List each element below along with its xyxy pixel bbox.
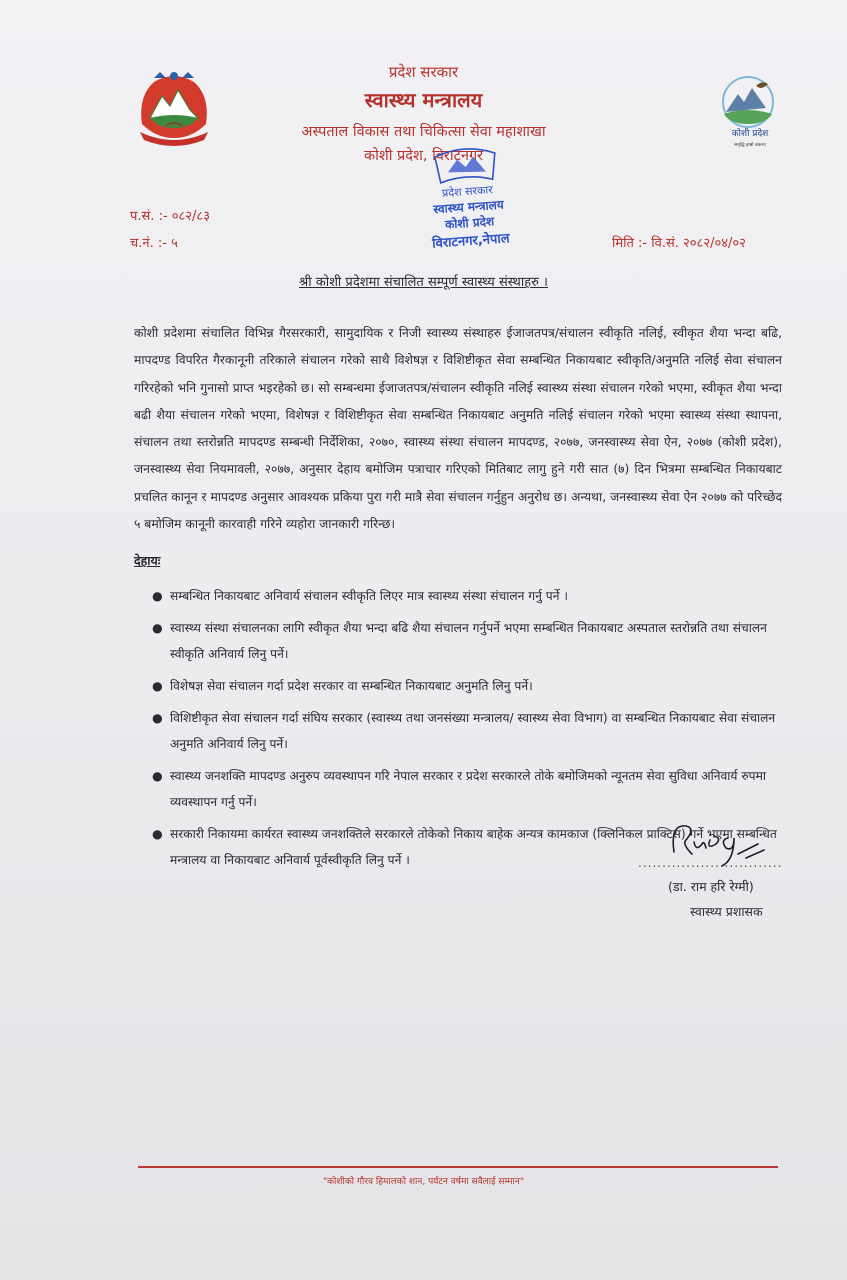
footer-divider bbox=[138, 1166, 778, 1168]
header-pradesh-sarkar: प्रदेश सरकार bbox=[388, 63, 459, 81]
list-item bbox=[150, 705, 784, 757]
list-item-text: विशेषज्ञ सेवा संचालन गर्दा प्रदेश सरकार वा सम्बन्धित निकायबाट अनुमति लिनु पर्ने। bbox=[170, 679, 533, 693]
logo-tagline: समृद्धि हाम्रो संकल्प bbox=[734, 143, 766, 148]
bullet-icon: ● bbox=[152, 769, 163, 783]
list-item bbox=[150, 763, 784, 815]
letter-body: कोशी प्रदेशमा संचालित विभिन्न गैरसरकारी, सामुदायिक र निजी स्वास्थ्य संस्थाहरु ईजाजतपत्र/संचालन स्वीकृति नलिई, स्वीकृत शैया भन्दा बढि, मापदण्ड विपरित गैरकानूनी तरिकाले संचालन गरेको साथै विशेषज्ञ र विशिष्टीकृत सेवा सम्बन्धित निकायबाट स्वीकृति/अनुमति नलिई सेवा संचालन गरिरहेको भनि गुनासो प्राप्त भइरहेको छ। सो सम्बन्धमा ईजाजतपत्र/संचालन स्वीकृति नलिई स्वास्थ्य संस्था संचालन गरेको भएमा, स्वीकृत शैया भन्दा बढी शैया संचालन गरेको भएमा, विशेषज्ञ र विशिष्टीकृत सेवा सम्बन्धित निकायबाट अनुमति नलिई संचालन गरेको भएमा स्वास्थ्य संस्था स्थापना, संचालन तथा स्तरोन्नति मापदण्ड सम्बन्धी निर्देशिका, २०७०, स्वास्थ्य संस्था संचालन मापदण्ड, २०७७, जनस्वास्थ्य सेवा ऐन, २०७७ (कोशी प्रदेश), जनस्वास्थ्य सेवा नियमावली, २०७७, अनुसार देहाय बमोजिम पत्राचार गरिएको मितिबाट लागु हुने गरी सात (७) दिन भित्रमा सम्बन्धित निकायबाट प्रचलित कानून र मापदण्ड अनुसार आवश्यक प्रकिया पुरा गरी मात्रै सेवा संचालन गर्नुहुन अनुरोध छ। अन्यथा, जनस्वास्थ्य सेवा ऐन २०७७ को परिच्छेद ५ बमोजिम कानूनी कारवाही गरिने व्यहोरा जानकारी गरिन्छ। bbox=[134, 326, 782, 532]
reference-cha-na: च.नं. :- ५ bbox=[130, 236, 178, 251]
list-item bbox=[150, 583, 784, 609]
signature-line: .............................. bbox=[638, 856, 783, 870]
stamp-line4: विराटनगर,नेपाल bbox=[431, 231, 511, 252]
dehay-label: देहायः bbox=[134, 553, 161, 568]
reference-pa-sa: प.सं. :- ०८२/८३ bbox=[130, 209, 210, 224]
koshi-pradesh-logo bbox=[712, 72, 788, 150]
bullet-icon: ● bbox=[152, 621, 163, 635]
stamp-line2: स्वास्थ्य मन्त्रालय bbox=[432, 197, 505, 217]
list-item-text: विशिष्टीकृत सेवा संचालन गर्दा संघिय सरकार (स्वास्थ्य तथा जनसंख्या मन्त्रालय/ स्वास्थ्य सेवा विभाग) वा सम्बन्धित निकायबाट सेवा संचालन अनुमति अनिवार्य लिनु पर्ने। bbox=[170, 711, 776, 751]
list-item-text: सरकारी निकायमा कार्यरत स्वास्थ्य जनशक्तिले सरकारले तोकेको निकाय बाहेक अन्यत्र कामकाज (क्लिनिकल प्राक्टिस) गर्ने भएमा सम्बन्धित मन्त्रालय वा निकायबाट अनिवार्य पूर्वस्वीकृति लिनु पर्ने । bbox=[170, 827, 777, 867]
signer-name: (डा. राम हरि रेग्मी) bbox=[668, 879, 754, 894]
letter-date: मिति :- वि.सं. २०८२/०४/०२ bbox=[612, 236, 746, 251]
signer-title: स्वास्थ्य प्रशासक bbox=[690, 904, 763, 919]
ministry-stamp bbox=[398, 145, 538, 255]
logo-koshi-text: कोशी प्रदेश bbox=[731, 129, 769, 139]
bullet-icon: ● bbox=[152, 589, 163, 603]
bullet-icon: ● bbox=[152, 679, 163, 693]
letter-subject: श्री कोशी प्रदेशमा संचालित सम्पूर्ण स्वास्थ्य संस्थाहरु । bbox=[299, 275, 548, 290]
bullet-icon: ● bbox=[152, 827, 163, 841]
list-item-text: स्वास्थ्य संस्था संचालनका लागि स्वीकृत शैया भन्दा बढि शैया संचालन गर्नुपर्ने भएमा सम्बन्धित निकायबाट अस्पताल स्तरोन्नति तथा संचालन स्वीकृति अनिवार्य लिनु पर्ने। bbox=[170, 621, 767, 661]
header-division: अस्पताल विकास तथा चिकित्सा सेवा महाशाखा bbox=[301, 124, 546, 140]
footer-slogan: "कोशीको गौरव हिमालको शान, पर्यटन वर्षमा सवैलाई सम्मान" bbox=[322, 1177, 524, 1187]
list-item bbox=[150, 673, 784, 699]
bullet-icon: ● bbox=[152, 711, 163, 725]
header-location: कोशी प्रदेश, विराटनगर bbox=[363, 148, 484, 164]
list-item bbox=[150, 615, 784, 667]
list-item-text: स्वास्थ्य जनशक्ति मापदण्ड अनुरुप व्यवस्थापन गरि नेपाल सरकार र प्रदेश सरकारले तोके बमोजिमको न्यूनतम सेवा सुविधा अनिवार्य रुपमा व्यवस्थापन गर्नु पर्ने। bbox=[170, 769, 767, 809]
list-item-text: सम्बन्धित निकायबाट अनिवार्य संचालन स्वीकृति लिएर मात्र स्वास्थ्य संस्था संचालन गर्नु पर्ने । bbox=[170, 589, 568, 603]
stamp-line1: प्रदेश सरकार bbox=[441, 183, 494, 200]
stamp-line3: कोशी प्रदेश bbox=[444, 214, 495, 232]
header-ministry: स्वास्थ्य मन्त्रालय bbox=[364, 88, 483, 112]
